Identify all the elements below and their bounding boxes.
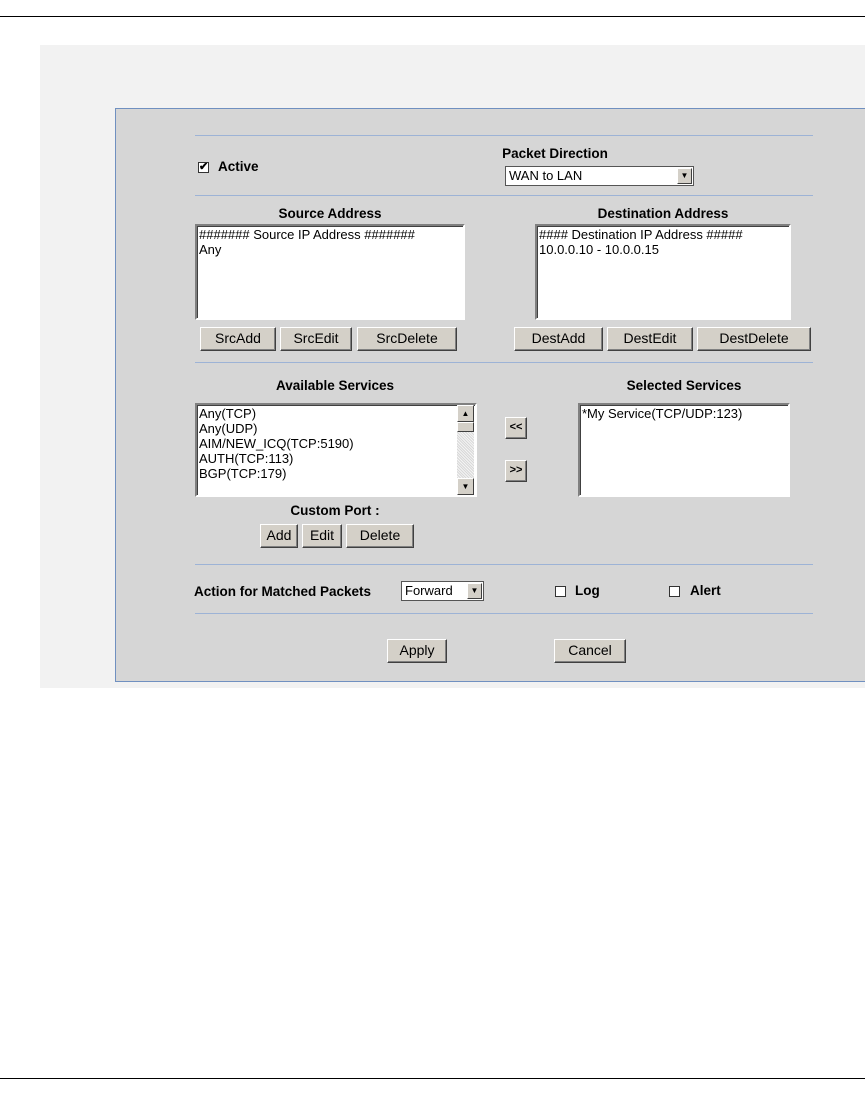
destination-address-heading: Destination Address <box>597 206 729 221</box>
custom-port-label: Custom Port : <box>290 503 380 518</box>
src-edit-button[interactable]: SrcEdit <box>280 327 352 351</box>
log-label: Log <box>575 583 600 598</box>
dest-edit-button[interactable]: DestEdit <box>607 327 693 351</box>
list-item[interactable]: Any <box>199 242 222 257</box>
list-item[interactable]: #### Destination IP Address ##### <box>539 227 743 242</box>
available-services-list[interactable] <box>195 403 477 497</box>
action-label: Action for Matched Packets <box>194 584 372 599</box>
list-item[interactable]: Any(TCP) <box>199 406 257 421</box>
active-checkbox[interactable]: ✔ <box>199 161 209 173</box>
custom-port-edit-button[interactable]: Edit <box>302 524 342 548</box>
separator <box>195 195 813 196</box>
source-address-heading: Source Address <box>278 206 382 221</box>
packet-direction-value: WAN to LAN <box>509 168 583 183</box>
source-address-list[interactable] <box>195 224 465 320</box>
src-add-button[interactable]: SrcAdd <box>200 327 276 351</box>
chevron-down-icon[interactable]: ▼ <box>467 583 482 599</box>
available-services-heading: Available Services <box>275 378 395 393</box>
separator <box>195 564 813 565</box>
action-value: Forward <box>405 583 453 598</box>
list-item[interactable]: *My Service(TCP/UDP:123) <box>582 406 743 421</box>
alert-checkbox[interactable] <box>669 586 680 597</box>
cancel-button[interactable]: Cancel <box>554 639 626 663</box>
destination-address-list[interactable] <box>535 224 791 320</box>
packet-direction-select[interactable] <box>505 166 694 186</box>
packet-direction-label: Packet Direction <box>502 146 608 161</box>
scroll-up-icon[interactable]: ▲ <box>457 405 474 422</box>
bottom-rule <box>0 1078 865 1079</box>
scroll-thumb[interactable] <box>457 422 474 432</box>
active-label: Active <box>218 159 259 174</box>
scroll-track[interactable] <box>457 432 474 478</box>
apply-button[interactable]: Apply <box>387 639 447 663</box>
list-item[interactable]: AIM/NEW_ICQ(TCP:5190) <box>199 436 354 451</box>
scroll-down-icon[interactable]: ▼ <box>457 478 474 495</box>
remove-service-button[interactable]: << <box>505 417 527 439</box>
available-services-scrollbar[interactable] <box>457 405 474 495</box>
list-item[interactable]: 10.0.0.10 - 10.0.0.15 <box>539 242 659 257</box>
separator <box>195 362 813 363</box>
top-rule <box>0 16 865 17</box>
add-service-button[interactable]: >> <box>505 460 527 482</box>
custom-port-delete-button[interactable]: Delete <box>346 524 414 548</box>
alert-label: Alert <box>690 583 721 598</box>
log-checkbox[interactable] <box>555 586 566 597</box>
list-item[interactable]: AUTH(TCP:113) <box>199 451 294 466</box>
custom-port-add-button[interactable]: Add <box>260 524 298 548</box>
selected-services-heading: Selected Services <box>626 378 742 393</box>
list-item[interactable]: BGP(TCP:179) <box>199 466 287 481</box>
chevron-down-icon[interactable]: ▼ <box>677 168 692 184</box>
src-delete-button[interactable]: SrcDelete <box>357 327 457 351</box>
action-select[interactable] <box>401 581 484 601</box>
dest-delete-button[interactable]: DestDelete <box>697 327 811 351</box>
dest-add-button[interactable]: DestAdd <box>514 327 603 351</box>
list-item[interactable]: ####### Source IP Address ####### <box>199 227 415 242</box>
separator <box>195 135 813 136</box>
list-item[interactable]: Any(UDP) <box>199 421 258 436</box>
selected-services-list[interactable] <box>578 403 790 497</box>
separator <box>195 613 813 614</box>
